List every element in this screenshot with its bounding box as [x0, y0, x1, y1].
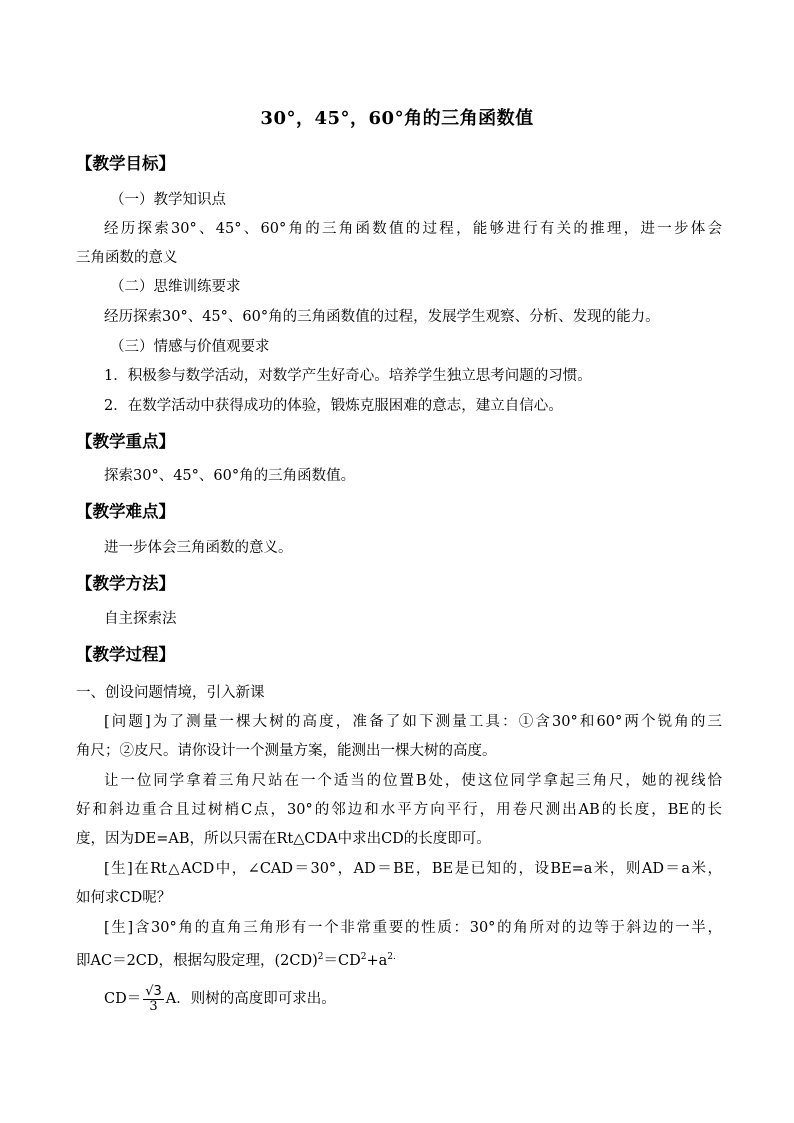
paragraph-plan-b: 好和斜边重合且过树梢C点，30°的邻边和水平方向平行，用卷尺测出AB的长度，BE的长 — [76, 802, 722, 818]
paragraph-problem-b: 角尺；②皮尺。请你设计一个测量方案，能测出一棵大树的高度。 — [76, 743, 497, 759]
page-title: 30°，45°，60°角的三角函数值 — [260, 108, 534, 129]
heading-process: 【教学过程】 — [76, 645, 175, 664]
paragraph-property-a: [生]含30°角的直角三角形有一个非常重要的性质：30°的角所对的边等于斜边的一半， — [104, 920, 722, 936]
equation-text-post: +a — [366, 953, 388, 969]
result-suffix: A．则树的高度即可求出。 — [165, 991, 336, 1007]
exponent-3: 2. — [387, 952, 396, 962]
heading-difficulty: 【教学难点】 — [76, 502, 175, 521]
exponent-2: 2 — [360, 952, 367, 962]
subheading-knowledge: （一）教学知识点 — [110, 192, 226, 208]
paragraph-property-b — [76, 947, 396, 971]
step-heading-1: 一、创设问题情境，引入新课 — [76, 685, 265, 701]
fraction — [143, 985, 164, 1014]
result-prefix: CD＝ — [104, 991, 142, 1007]
fraction-denominator: 3 — [149, 998, 158, 1014]
exponent-1: 2 — [317, 952, 324, 962]
paragraph-thinking: 经历探索30°、45°、60°角的三角函数值的过程，发展学生观察、分析、发现的能力。 — [104, 309, 660, 325]
paragraph-knowledge-b: 三角函数的意义 — [76, 250, 178, 266]
subheading-thinking: （二）思维训练要求 — [110, 279, 241, 295]
paragraph-plan-c: 度，因为DE=AB，所以只需在Rt△CDA中求出CD的长度即可。 — [76, 831, 491, 847]
heading-method: 【教学方法】 — [76, 574, 175, 593]
paragraph-key-points: 探索30°、45°、60°角的三角函数值。 — [104, 468, 356, 484]
subheading-values: （三）情感与价值观要求 — [110, 339, 270, 355]
heading-goals: 【教学目标】 — [76, 154, 175, 173]
equation-text-mid: ＝CD — [323, 953, 361, 969]
paragraph-difficulty: 进一步体会三角函数的意义。 — [104, 540, 293, 556]
paragraph-result — [104, 982, 336, 1016]
heading-key-points: 【教学重点】 — [76, 432, 175, 451]
fraction-numerator: √3 — [145, 983, 162, 999]
paragraph-knowledge-a: 经历探索30°、45°、60°角的三角函数值的过程，能够进行有关的推理，进一步体会 — [104, 221, 722, 237]
paragraph-student-b: 如何求CD呢？ — [76, 890, 172, 906]
paragraph-plan-a: 让一位同学拿着三角尺站在一个适当的位置B处，使这位同学拿起三角尺，她的视线恰 — [104, 773, 722, 789]
paragraph-problem-a: [问题]为了测量一棵大树的高度，准备了如下测量工具：①含30°和60°两个锐角的三 — [104, 714, 722, 730]
paragraph-method: 自主探索法 — [104, 611, 177, 627]
list-item-1: 1．积极参与数学活动，对数学产生好奇心。培养学生独立思考问题的习惯。 — [104, 368, 592, 384]
equation-text-pre: 即AC＝2CD，根据勾股定理，(2CD) — [76, 953, 318, 969]
list-item-2: 2．在数学活动中获得成功的体验，锻炼克服困难的意志，建立自信心。 — [104, 398, 563, 414]
paragraph-student-a: [生]在Rt△ACD中，∠CAD＝30°，AD＝BE，BE是已知的，设BE=a米，则AD＝a米， — [104, 861, 722, 877]
